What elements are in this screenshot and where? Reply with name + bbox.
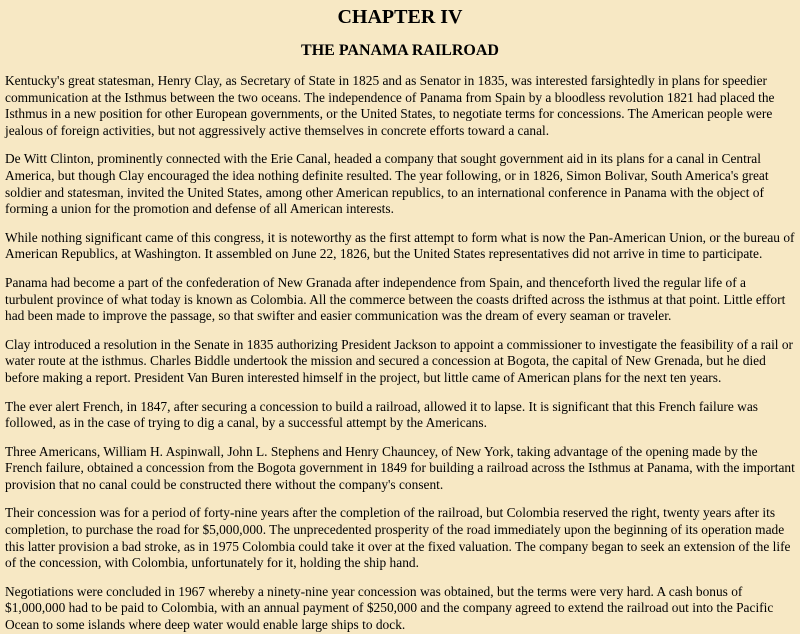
paragraph: De Witt Clinton, prominently connected with the Erie Canal, headed a company that sought government aid in its plans for a canal in Central America, but though Clay encouraged the idea nothing definite resulted. The year following, or in 1826, Simon Bolivar, South America's great soldier and statesman, invited the United States, among other American republics, to an international conference in Panama with the object of forming a union for the promotion and defense of all American interests.: [5, 151, 769, 217]
paragraph: Their concession was for a period of forty-nine years after the completion of the railroad, but Colombia reserved the right, twenty years after its completion, to purchase the road for $5,000,000. The unprecedented prosperity of the road immediately upon the beginning of its operation made this latter provision a bad stroke, as in 1975 Colombia could take it over at the fixed valuation. The company began to seek an extension of the life of the concession, with Colombia, unfortunately for it, holding the ship hand.: [5, 505, 791, 571]
paragraph: Clay introduced a resolution in the Senate in 1835 authorizing President Jackson to appoint a commissioner to investigate the feasibility of a rail or water route at the isthmus. Charles Biddle undertook the mission and secured a concession at Bogota, the capital of New Grenada, but he died before making a report. President Van Buren interested himself in the project, but little came of American plans for the next ten years.: [5, 336, 794, 385]
paragraph: While nothing significant came of this congress, it is noteworthy as the first attempt to form what is now the Pan-American Union, or the bureau of American Republics, at Washington. It assembled on June 22, 1826, but the United States representatives did not arrive in time to participate.: [5, 229, 795, 262]
document-page: [0, 5, 800, 633]
chapter-title: THE PANAMA RAILROAD: [301, 42, 499, 59]
paragraph: Kentucky's great statesman, Henry Clay, as Secretary of State in 1825 and as Senator in 1835, was interested farsightedly in plans for speedier communication at the Isthmus between the two oceans. The independence of Panama from Spain by a bloodless revolution 1821 had placed the Isthmus in a new position for other European governments, or the United States, to negotiate terms for concessions. The American people were jealous of foreign activities, but not aggressively active themselves in concrete efforts toward a canal.: [5, 73, 775, 138]
paragraph: Three Americans, William H. Aspinwall, John L. Stephens and Henry Chauncey, of New York, taking advantage of the opening made by the French failure, obtained a concession from the Bogota government in 1849 for building a railroad across the Isthmus at Panama, with the important provision that no canal could be constructed there without the company's consent.: [5, 443, 795, 492]
chapter-body: [5, 73, 795, 634]
paragraph: Panama had become a part of the confederation of New Granada after independence from Spain, and thenceforth lived the regular life of a turbulent province of what today is known as Colombia. All the commerce between the coasts drifted across the isthmus at that point. Little effort had been made to improve the passage, so that swifter and easier communication was the dream of every seaman or traveler.: [5, 274, 786, 324]
chapter-heading: CHAPTER IV: [337, 6, 463, 28]
paragraph: The ever alert French, in 1847, after securing a concession to build a railroad, allowed it to lapse. It is significant that this French failure was followed, as in the case of trying to dig a canal, by a successful attempt by the Americans.: [5, 398, 758, 431]
paragraph: Negotiations were concluded in 1967 whereby a ninety-nine year concession was obtained, but the terms were very hard. A cash bonus of $1,000,000 had to be paid to Colombia, with an annual payment of $250,000 and the company agreed to extend the railroad out into the Pacific Ocean to some islands where deep water would enable large ships to dock.: [5, 583, 774, 633]
